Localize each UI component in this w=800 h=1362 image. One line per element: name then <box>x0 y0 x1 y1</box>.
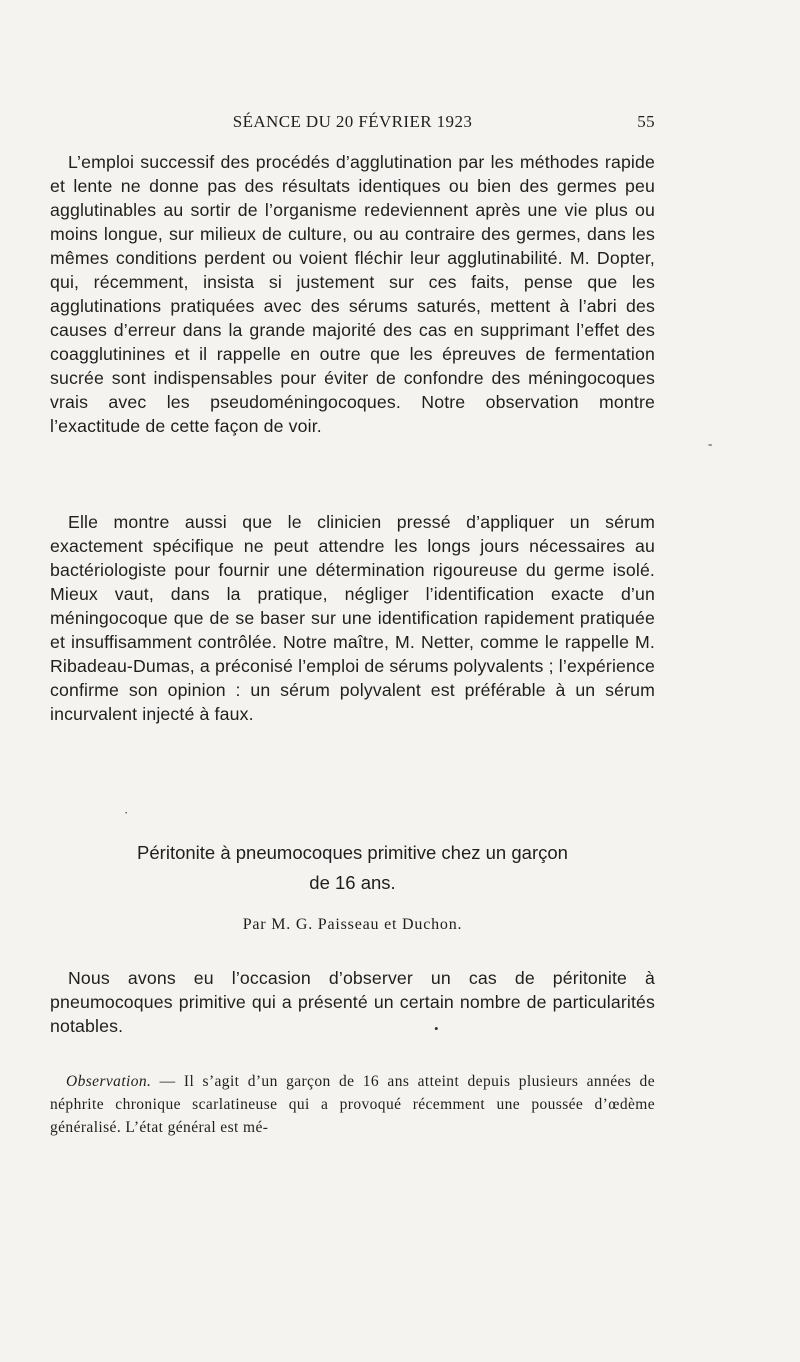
scan-speck: - <box>708 436 713 451</box>
scan-speck: · <box>124 805 129 820</box>
section-title <box>50 838 655 898</box>
observation-text: — Il s’agit d’un garçon de 16 ans atteint depuis plusieurs années de néphrite chronique scarlatineuse qui a provoqué récemment une poussée d’œdème généralisé. L’état général est mé- <box>50 1073 655 1136</box>
paragraph-intro: Nous avons eu l’occasion d’observer un cas de péritonite à pneumocoques primitive qui a présenté un certain nombre de particularités notables. <box>50 968 655 1037</box>
page-number: 55 <box>637 112 655 131</box>
paragraph-clinician: Elle montre aussi que le clinicien pressé d’appliquer un sérum exactement spécifique ne peut attendre les longs jours nécessaires au bactériologiste pour fournir une détermination rigoureuse du germe isolé. Mieux vaut, dans la pratique, négliger l’identification exacte d’un méningocoque que de se baser sur une identification rapidement pratiquée et insuffisamment contrôlée. Notre maître, M. Netter, comme le rappelle M. Ribadeau-Dumas, a préconisé l’emploi de sérums polyvalents ; l’expérience confirme son opinion : un sérum polyvalent est préférable à un sérum incurvalent injecté à faux. <box>50 512 655 724</box>
paragraph-agglutination: L’emploi successif des procédés d’agglutination par les méthodes rapide et lente ne donne pas des résultats identiques ou bien des germes peu agglutinables au sortir de l’organisme redeviennent après une vie plus ou moins longue, sur milieux de culture, ou au contraire des germes, dans les mêmes conditions perdent ou voient fléchir leur agglutinabilité. M. Dopter, qui, récemment, insista si justement sur ces faits, pense que les agglutinations pratiquées avec des sérums saturés, mettent à l’abri des causes d’erreur dans la grande majorité des cas en supprimant l’effet des coagglutinines et il rappelle en outre que les épreuves de fermentation sucrée sont indispensables pour éviter de confondre des méningocoques vrais avec les pseudoméningocoques. Notre observation montre l’exactitude de cette façon de voir. <box>50 152 655 436</box>
author-byline: Par M. G. Paisseau et Duchon. <box>242 916 463 933</box>
observation-label: Observation. <box>66 1073 152 1090</box>
section-title-line-1: Péritonite à pneumocoques primitive chez un garçon <box>137 842 568 863</box>
scan-speck: • <box>434 1021 439 1036</box>
running-title: SÉANCE DU 20 FÉVRIER 1923 <box>232 112 473 131</box>
section-title-line-2: de 16 ans. <box>309 872 396 893</box>
running-head <box>50 112 655 138</box>
observation-paragraph <box>50 1070 655 1139</box>
